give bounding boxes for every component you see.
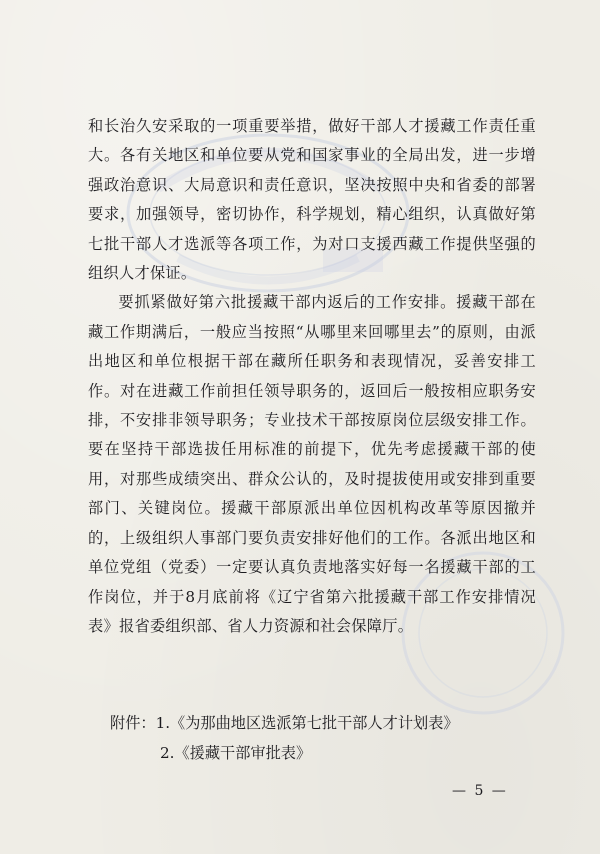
attachment-item-1: 1.《为那曲地区选派第七批干部人才计划表》	[155, 714, 459, 732]
attachment-row-1	[110, 708, 550, 738]
paragraph-continued: 和长治久安采取的一项重要举措，做好干部人才援藏工作责任重大。各有关地区和单位要从党和国家事业的全局出发，进一步增强政治意识、大局意识和责任意识，坚决按照中央和省委的部署要求，加强领导，密切协作，科学规划，精心组织，认真做好第七批干部人才选派等各项工作，为对口支援西藏工作提供坚强的组织人才保证。	[88, 117, 536, 283]
page-number: — 5 —	[452, 783, 508, 799]
attachment-item-2: 2.《援藏干部审批表》	[160, 744, 312, 762]
attachments-list	[110, 708, 550, 768]
attachments-label: 附件：	[110, 714, 156, 732]
document-body	[88, 112, 536, 641]
paragraph-return-arrangement: 要抓紧做好第六批援藏干部内返后的工作安排。援藏干部在藏工作期满后，一般应当按照“从哪里来回哪里去”的原则，由派出地区和单位根据干部在藏所任职务和表现情况，妥善安排工作。对在进藏工作前担任领导职务的，返回后一般按相应职务安排，不安排非领导职务；专业技术干部按原岗位层级安排工作。要在坚持干部选拔任用标准的前提下，优先考虑援藏干部的使用，对那些成绩突出、群众公认的，及时提拔使用或安排到重要部门、关键岗位。援藏干部原派出单位因机构改革等原因撤并的，上级组织人事部门要负责安排好他们的工作。各派出地区和单位党组（党委）一定要认真负责地落实好每一名援藏干部的工作岗位，并于8月底前将《辽宁省第六批援藏干部工作安排情况表》报省委组织部、省人力资源和社会保障厅。	[88, 293, 536, 635]
attachment-row-2	[110, 738, 550, 768]
